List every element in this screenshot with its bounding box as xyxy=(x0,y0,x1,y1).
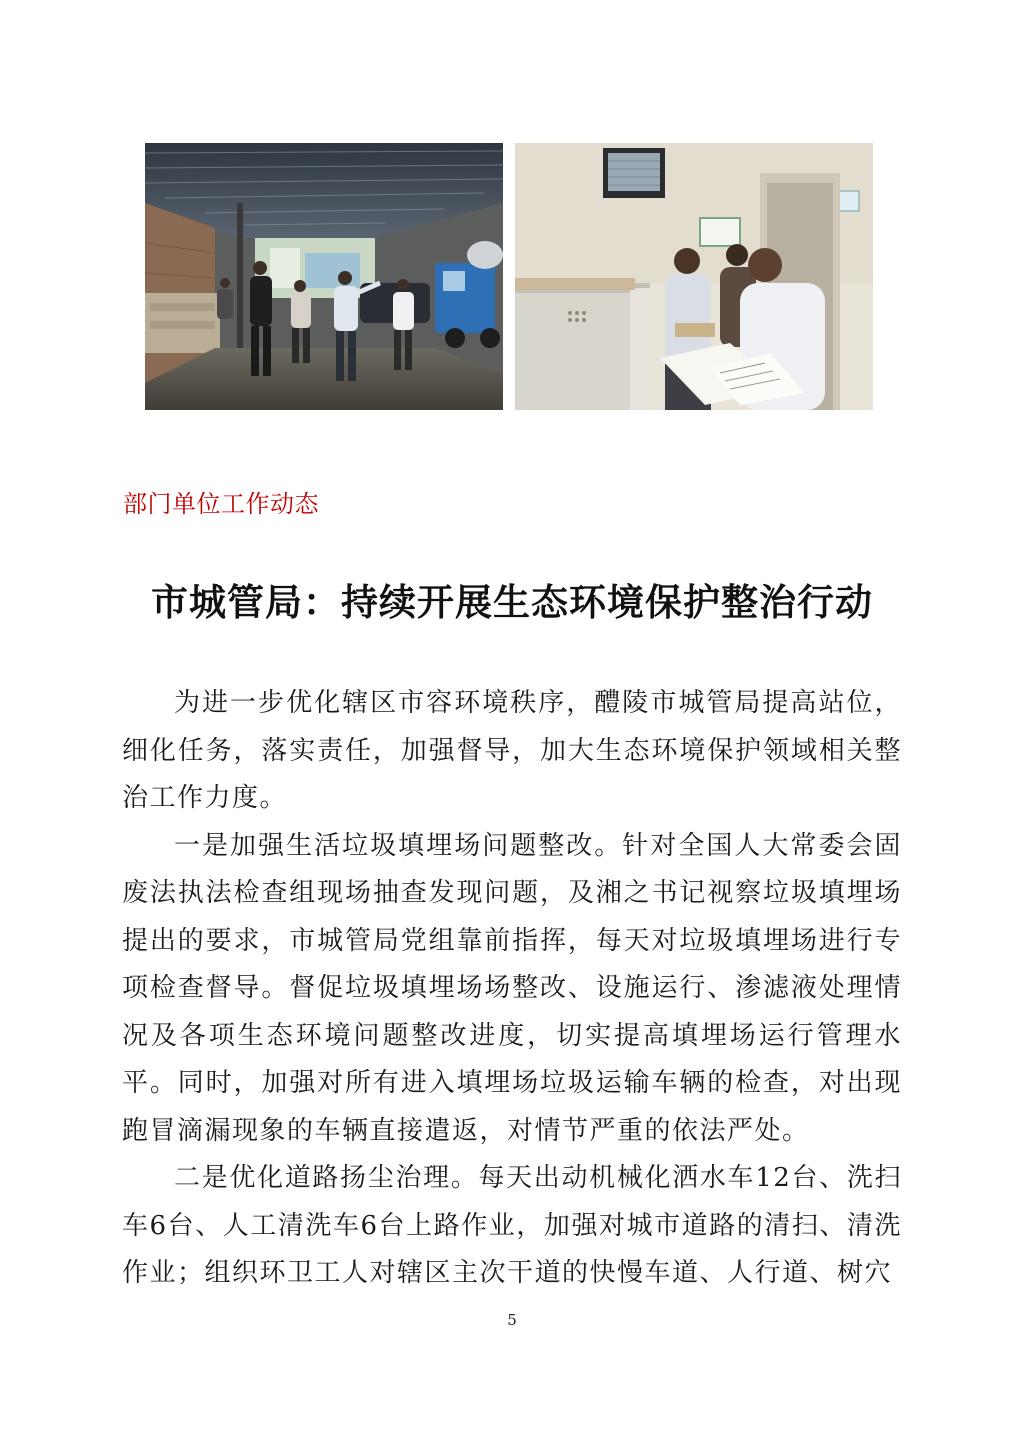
paragraph-landfill: 一是加强生活垃圾填埋场问题整改。针对全国人大常委会固废法执法检查组现场抽查发现问题，及湘之书记视察垃圾填埋场提出的要求，市城管局党组靠前指挥，每天对垃圾填埋场进行专项检查督导。督促垃圾填埋场场整改、设施运行、渗滤液处理情况及各项生态环境问题整改进度，切实提高填埋场运行管理水平。同时，加强对所有进入填埋场垃圾运输车辆的检查，对出现跑冒滴漏现象的车辆直接遣返，对情节严重的依法严处。 xyxy=(122,830,902,1146)
article-title: 市城管局：持续开展生态环境保护整治行动 xyxy=(151,580,873,624)
photo-office-document-review xyxy=(515,143,873,410)
paragraph-road-dust: 二是优化道路扬尘治理。每天出动机械化洒水车12台、洗扫车6台、人工清洗车6台上路作业，加强对城市道路的清扫、清洗作业；组织环卫工人对辖区主次干道的快慢车道、人行道、树穴 xyxy=(122,1163,902,1288)
paragraph-intro: 为进一步优化辖区市容环境秩序，醴陵市城管局提高站位，细化任务，落实责任，加强督导，加大生态环境保护领域相关整治工作力度。 xyxy=(122,688,902,813)
page-number: 5 xyxy=(507,1311,517,1329)
photo-warehouse-inspection xyxy=(145,143,503,410)
office-scene-image xyxy=(515,143,873,410)
warehouse-scene-image xyxy=(145,143,503,410)
section-label: 部门单位工作动态 xyxy=(123,490,319,518)
article-body xyxy=(122,680,902,1298)
